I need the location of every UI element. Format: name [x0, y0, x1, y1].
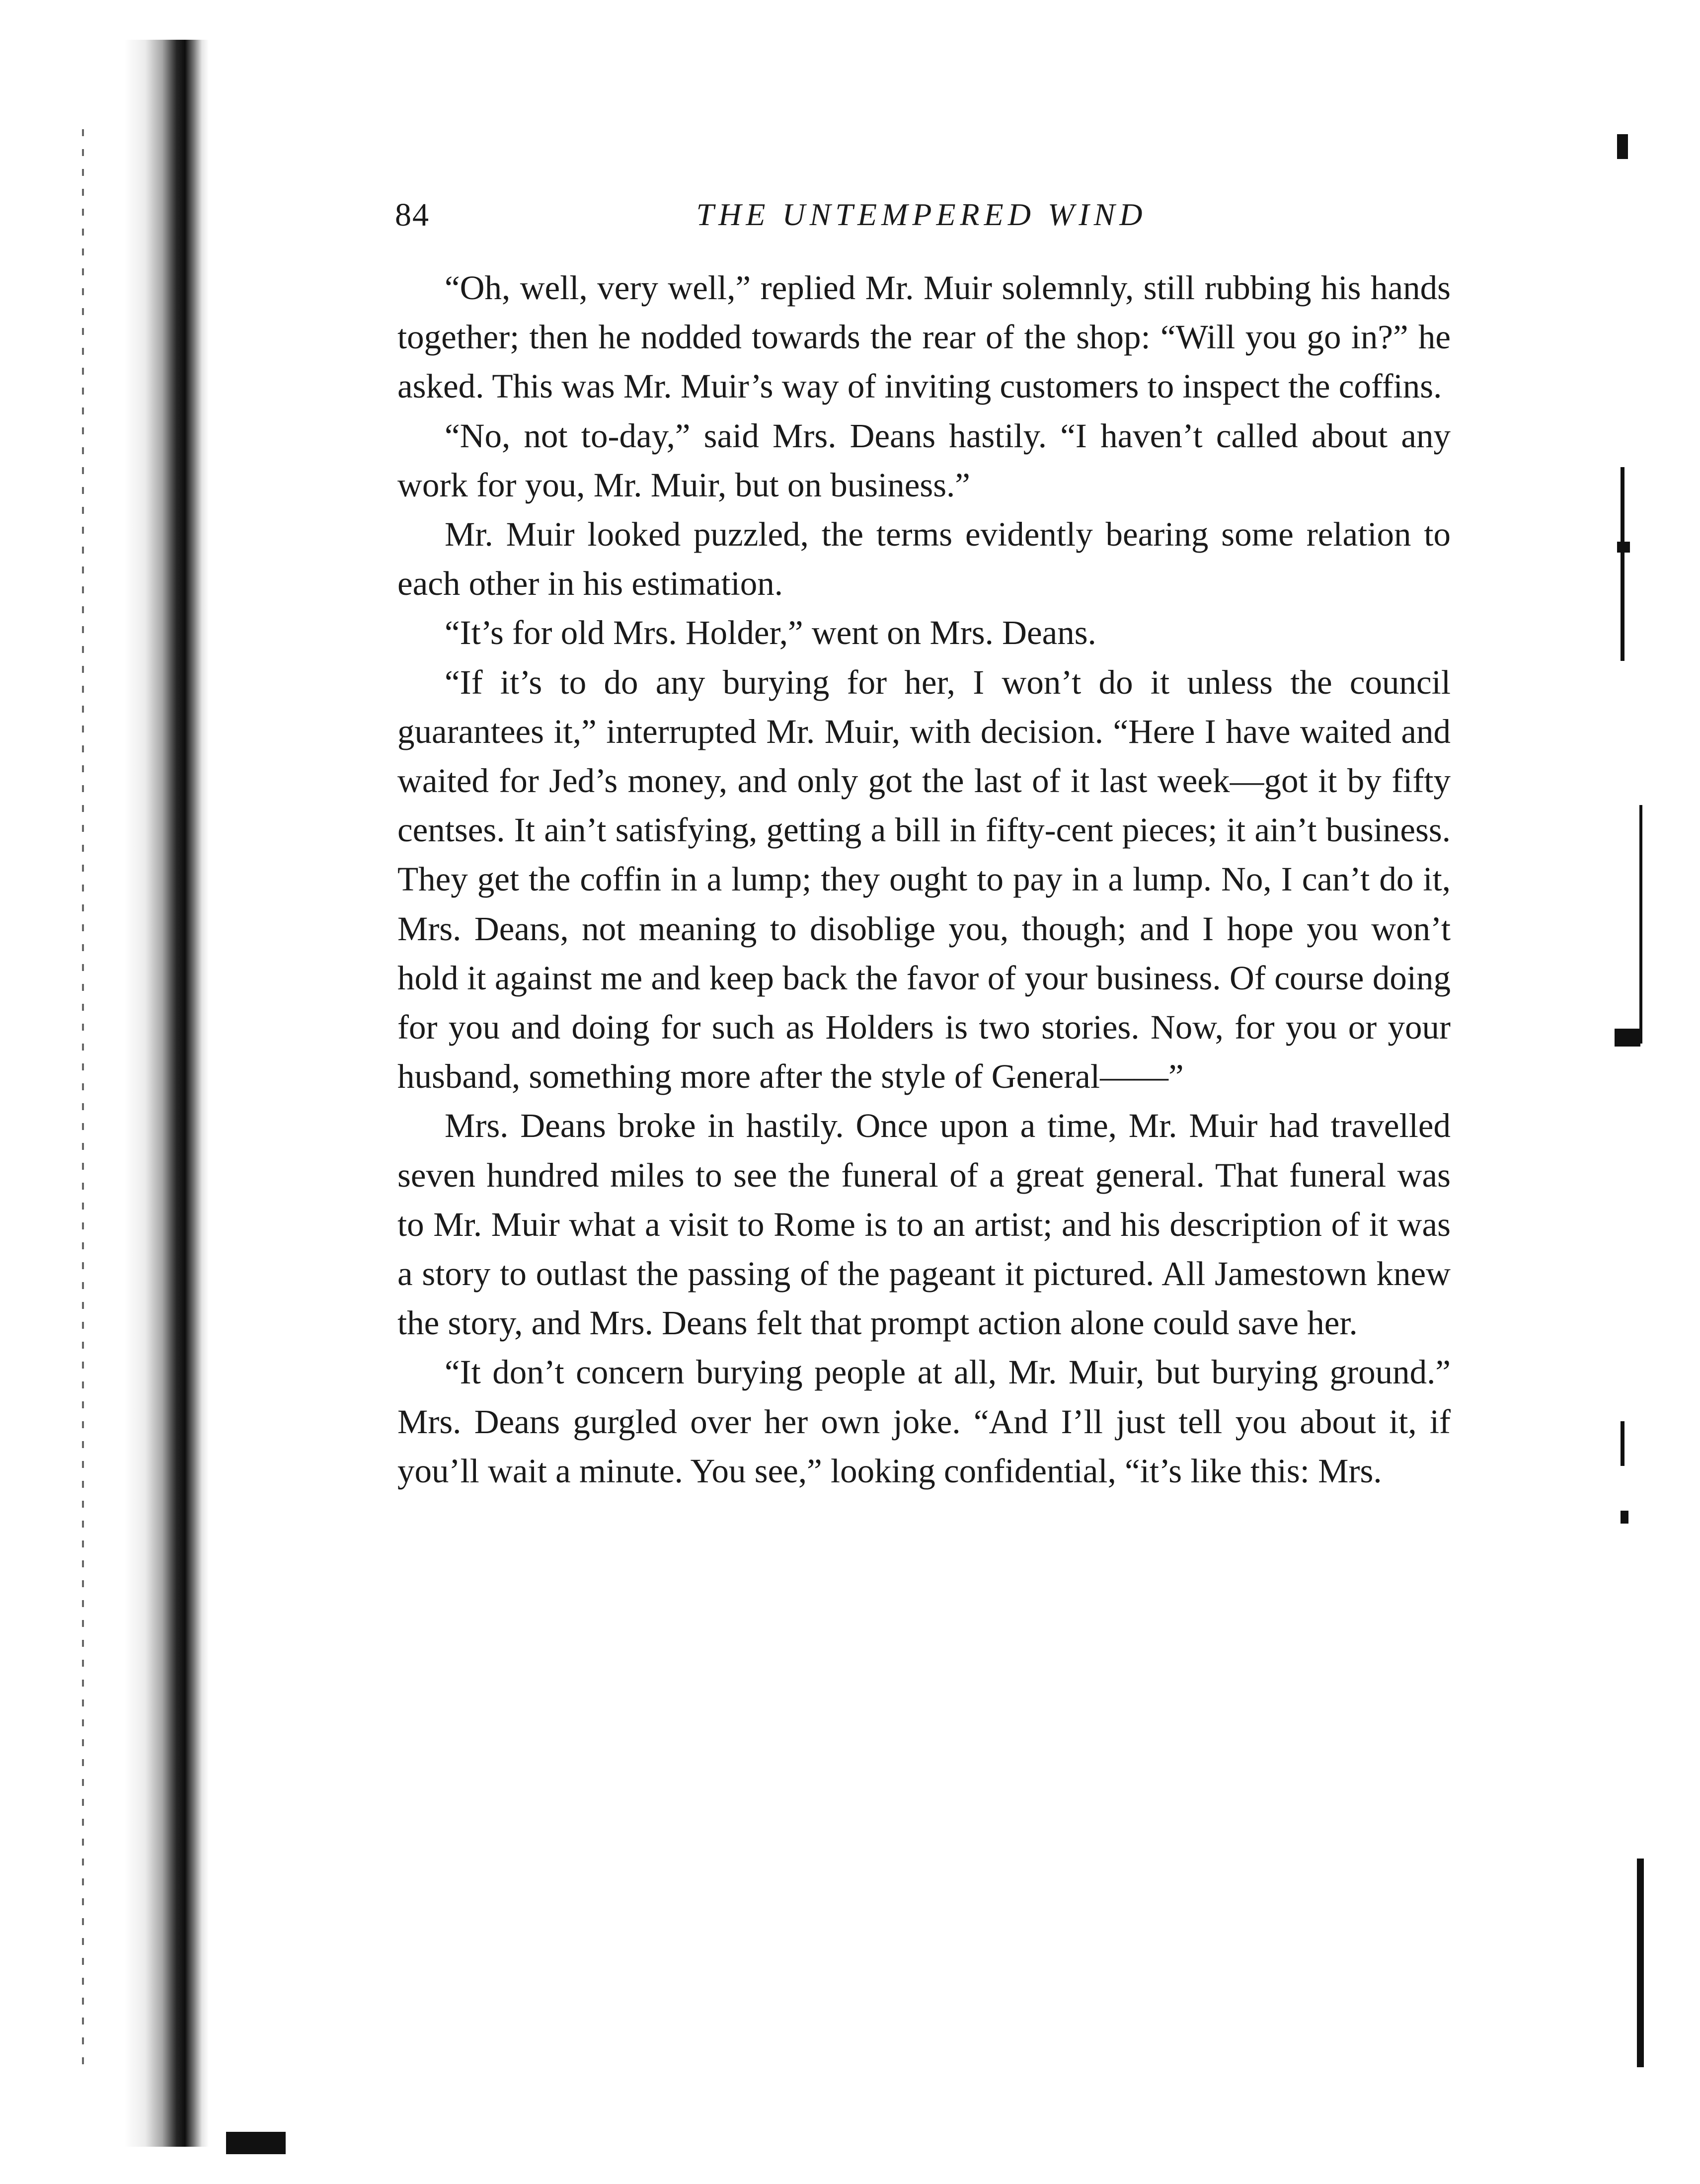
- body-text: [397, 263, 1451, 1496]
- scan-mark: [1615, 1029, 1640, 1047]
- binding-shadow: [124, 40, 209, 2147]
- paragraph: “If it’s to do any burying for her, I won’t do it unless the council guarantees it,” interrupted Mr. Muir, with decision. “Here I have waited and waited for Jed’s money, and only got the last of it last week—got it by fifty centses. It ain’t satisfying, getting a bill in fifty-cent pieces; it ain’t business. They get the coffin in a lump; they ought to pay in a lump. No, I can’t do it, Mrs. Deans, not meaning to disoblige you, though; and I hope you won’t hold it against me and keep back the favor of your business. Of course doing for you and doing for such as Holders is two stories. Now, for you or your husband, something more after the style of General——”: [397, 663, 1451, 1096]
- paragraph: Mr. Muir looked puzzled, the terms evidently bearing some relation to each other in his estimation.: [397, 515, 1451, 603]
- scan-mark: [1639, 805, 1642, 1044]
- scan-mark: [1621, 1421, 1624, 1466]
- scan-mark: [1637, 1859, 1644, 2067]
- paragraph: “It’s for old Mrs. Holder,” went on Mrs. Deans.: [445, 614, 1096, 652]
- scan-mark: [1617, 542, 1630, 553]
- scan-mark: [1617, 134, 1628, 159]
- paragraph: Mrs. Deans broke in hastily. Once upon a time, Mr. Muir had travelled seven hundred miles to see the funeral of a great general. That funeral was to Mr. Muir what a visit to Rome is to an artist; and his description of it was a story to outlast the passing of the pageant it pictured. All Jamestown knew the story, and Mrs. Deans felt that prompt action alone could save her.: [397, 1107, 1451, 1342]
- scan-mark: [1621, 467, 1624, 661]
- page-number: 84: [395, 197, 430, 233]
- scan-corner-mark: [226, 2132, 286, 2154]
- paragraph: “Oh, well, very well,” replied Mr. Muir solemnly, still rubbing his hands together; then he nodded towards the rear of the shop: “Will you go in?” he asked. This was Mr. Muir’s way of inviting customers to inspect the coffins.: [397, 269, 1451, 405]
- paragraph: “No, not to-day,” said Mrs. Deans hastily. “I haven’t called about any work for you, Mr. Muir, but on business.”: [397, 416, 1451, 504]
- page-header: [395, 196, 1448, 241]
- scan-mark: [1621, 1511, 1628, 1524]
- running-title: THE UNTEMPERED WIND: [696, 197, 1147, 232]
- paragraph: “It don’t concern burying people at all, Mr. Muir, but burying ground.” Mrs. Deans gurgled over her own joke. “And I’ll just tell you about it, if you’ll wait a minute. You see,” looking confidential, “it’s like this: Mrs.: [397, 1353, 1451, 1490]
- scan-edge-mark: [82, 129, 84, 2067]
